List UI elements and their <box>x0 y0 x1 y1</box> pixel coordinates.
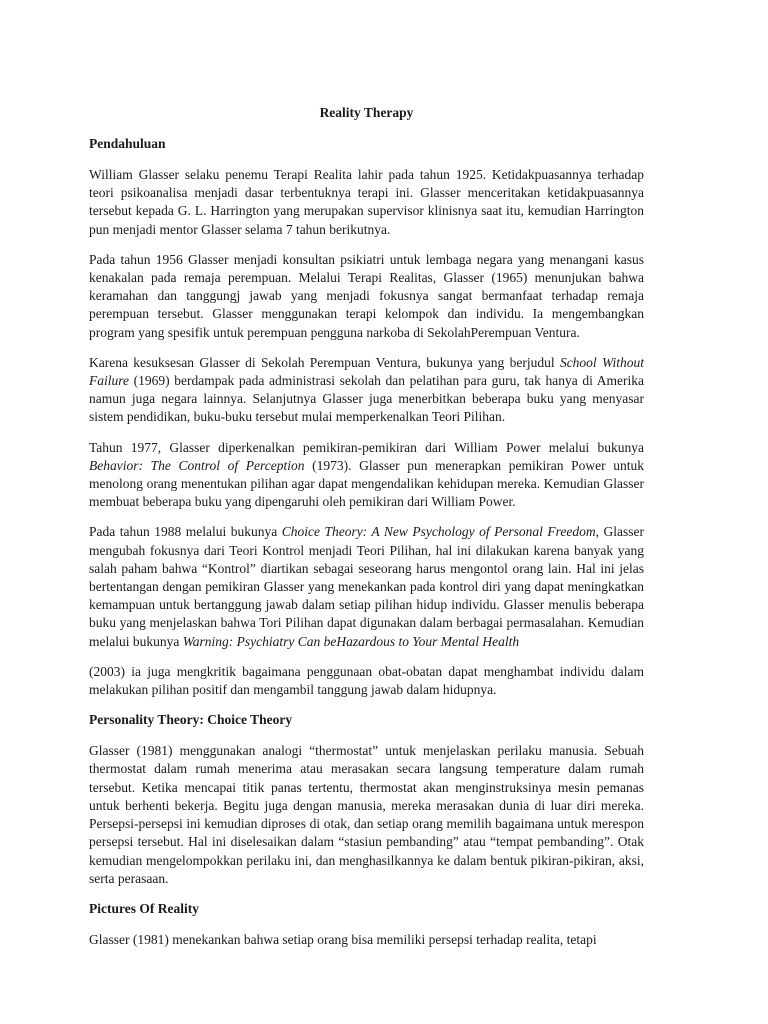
paragraph-text: (1973). Glasser pun menerapkan pemikiran Power untuk menolong orang menentukan pilihan agar dapat mengendalikan kehidupan mereka. Kemudian Glasser membuat beberapa buku yang dipengaruhi oleh pemikiran dari William Power. <box>89 457 645 510</box>
paragraph-pictures-1: Glasser (1981) menekankan bahwa setiap orang bisa memiliki persepsi terhadap realita, tetapi <box>89 931 597 947</box>
book-title-behavior-control-of-perception: Behavior: The Control of Perception <box>89 457 305 473</box>
paragraph-pendahuluan-1: William Glasser selaku penemu Terapi Realita lahir pada tahun 1925. Ketidakpuasannya terhadap teori psikoanalisa menjadi dasar terbentuknya terapi ini. Glasser menceritakan ketidakpuasannya tersebut kepada G. L. Harrington yang merupakan supervisor klinisnya saat itu, kemudian Harrington pun menjadi mentor Glasser selama 7 tahun berikutnya. <box>89 167 644 237</box>
paragraph-text: Karena kesuksesan Glasser di Sekolah Perempuan Ventura, bukunya yang berjudul <box>89 354 560 370</box>
section-heading-pendahuluan: Pendahuluan <box>89 136 166 151</box>
paragraph-pendahuluan-4 <box>89 439 644 512</box>
document-title: Reality Therapy <box>319 105 414 120</box>
paragraph-pendahuluan-6: (2003) ia juga mengkritik bagaimana penggunaan obat-obatan dapat menghambat individu dalam melakukan pilihan positif dan mengambil tanggung jawab dalam hidupnya. <box>89 663 644 698</box>
section-heading-pictures-of-reality: Pictures Of Reality <box>89 900 199 916</box>
book-title-warning-psychiatry: Warning: Psychiatry Can beHazardous to Your Mental Health <box>182 633 520 649</box>
paragraph-text: Pada tahun 1988 melalui bukunya <box>89 524 282 540</box>
paragraph-text: , Glasser mengubah fokusnya dari Teori Kontrol menjadi Teori Pilihan, hal ini dilakukan karena banyak yang salah paham bahwa “Kontrol” diartikan sebagai seseorang harus mengontol orang lain. Hal ini jelas bertentangan dengan pemikiran Glasser yang menekankan pada kontrol diri yang dapat meningkatkan kemampuan untuk bertanggung jawab dalam setiap pilihan hidup individu. Glasser menulis beberapa buku yang menjelaskan bahwa Tori Pilihan dapat digunakan dalam berbagai permasalahan. Kemudian melalui bukunya <box>89 524 644 649</box>
paragraph-text: Tahun 1977, Glasser diperkenalkan pemikiran-pemikiran dari William Power melalui bukunya <box>89 439 644 455</box>
paragraph-text: (1969) berdampak pada administrasi sekolah dan pelatihan para guru, tak hanya di Amerika namun juga negara lainnya. Selanjutnya Glasser juga menerbitkan beberapa buku yang menyasar sistem pendidikan, buku-buku tersebut mulai memperkenalkan Teori Pilihan. <box>89 373 644 425</box>
paragraph-pendahuluan-3 <box>89 354 644 427</box>
book-title-choice-theory: Choice Theory: A New Psychology of Personal Freedom <box>281 524 596 540</box>
section-heading-personality-theory: Personality Theory: Choice Theory <box>89 712 293 728</box>
paragraph-pendahuluan-5 <box>89 523 644 650</box>
paragraph-pendahuluan-2: Pada tahun 1956 Glasser menjadi konsultan psikiatri untuk lembaga negara yang menangani kasus kenakalan pada remaja perempuan. Melalui Terapi Realitas, Glasser (1965) menunjukan bahwa keramahan dan tanggungj jawab yang menjadi fokusnya sangat bermanfaat terhadap remaja perempuan tersebut. Glasser menggunakan terapi kelompok dan individu. Ia mengembangkan program yang spesifik untuk perempuan pengguna narkoba di SekolahPerempuan Ventura. <box>89 251 644 340</box>
paragraph-personality-1: Glasser (1981) menggunakan analogi “thermostat” untuk menjelaskan perilaku manusia. Sebuah thermostat dalam rumah menerima atau merasakan secara langsung temperature dalam rumah tersebut. Ketika mencapai titik panas tertentu, thermostat akan menginstruksinya mesin pemanas untuk berhenti bekerja. Begitu juga dengan manusia, mereka merasakan dunia di luar diri mereka. Persepsi-persepsi ini kemudian diproses di otak, dan setiap orang memilih bagaimana untuk merespon persepsi tersebut. Hal ini diselesaikan dalam “stasiun pembanding” atau “tempat pembanding”. Otak kemudian mengelompokkan perilaku ini, dan menghasilkannya ke dalam bentuk pikiran-pikiran, aksi, serta perasaan. <box>89 743 644 886</box>
book-title-school-without-failure: School Without Failure <box>89 354 644 389</box>
